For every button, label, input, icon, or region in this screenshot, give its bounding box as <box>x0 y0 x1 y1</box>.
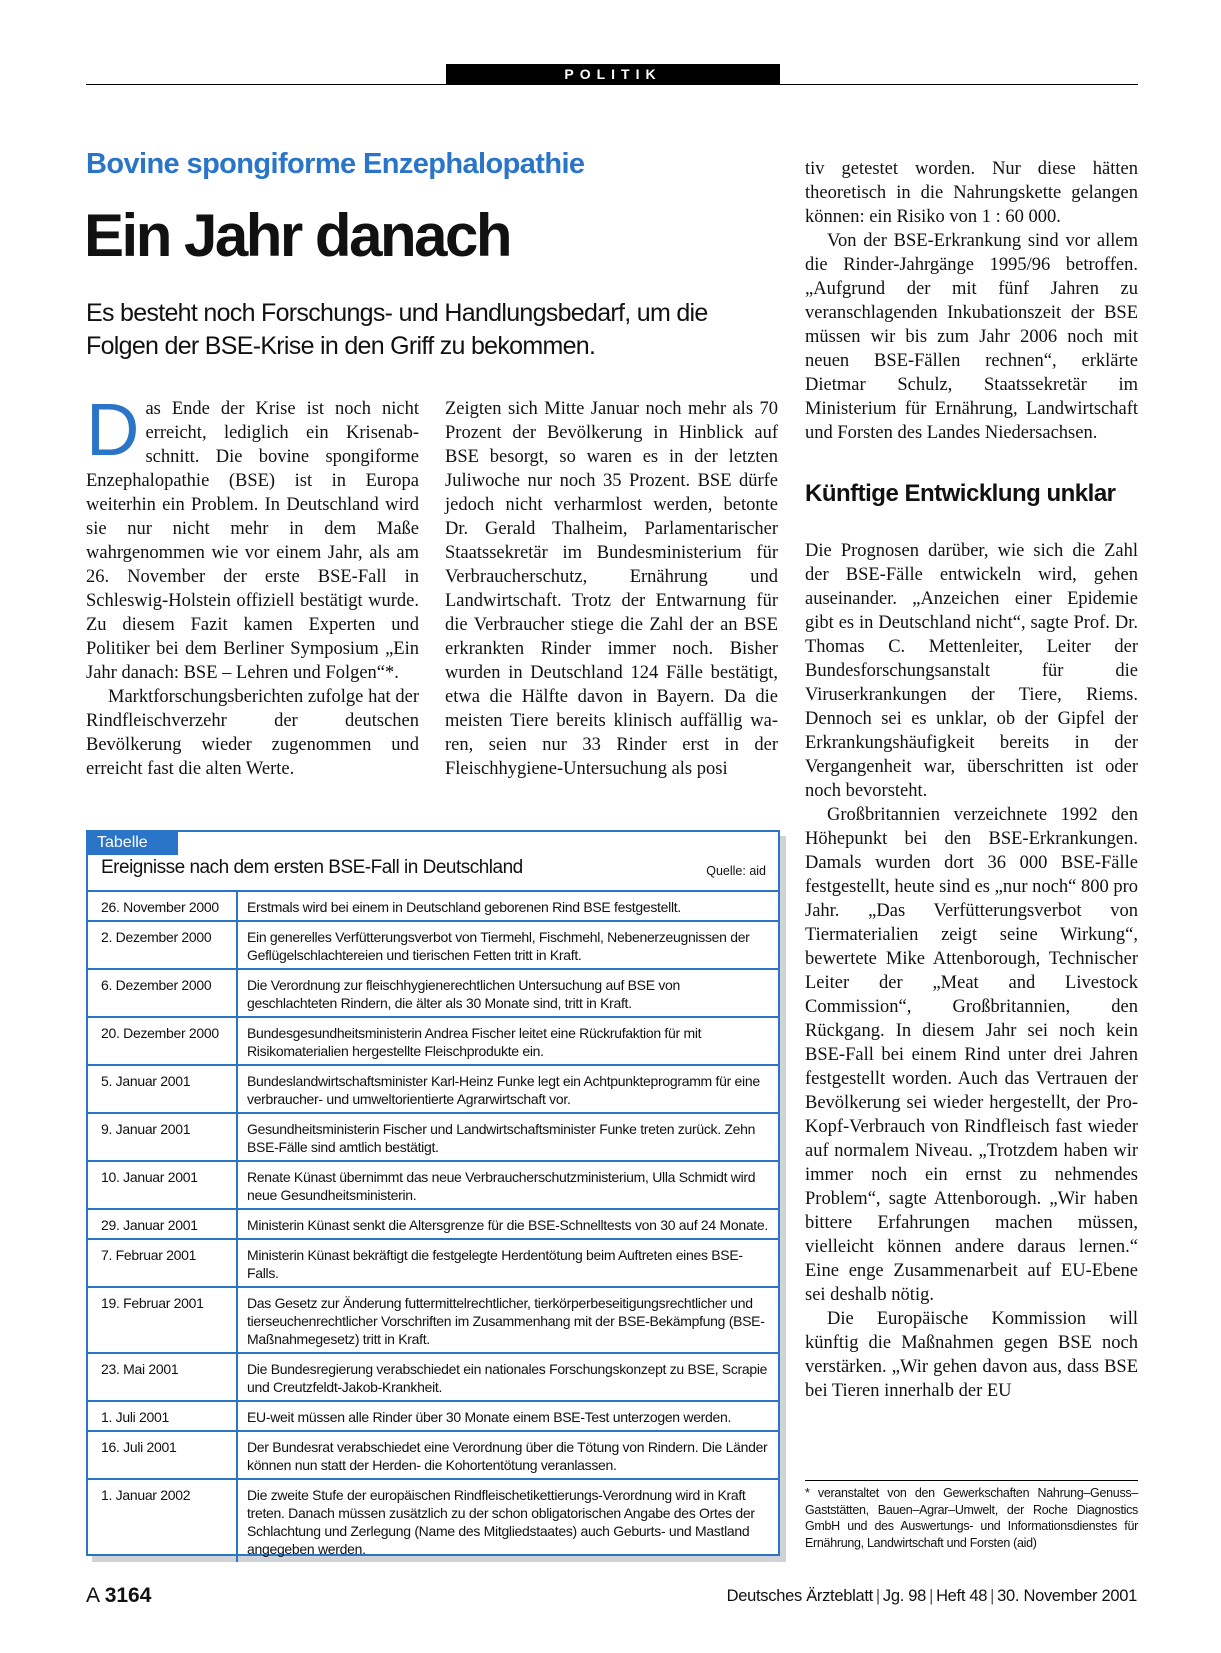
paragraph <box>86 388 419 685</box>
section-subheading: Künftige Entwicklung unklar <box>805 480 1116 507</box>
row-date: 1. Juli 2001 <box>88 1402 238 1430</box>
table-row <box>88 1402 778 1432</box>
row-text: Gesundheitsministerin Fischer und Landwirtschaftsminister Funke treten zurück. Zehn BSE-Fälle sind amtlich bestätigt. <box>247 1121 756 1155</box>
row-text: Der Bundesrat verabschiedet eine Verordnung über die Tötung von Rindern. Die Länder können nun statt der Herden- die Kohortentötung veranlassen. <box>247 1439 768 1473</box>
row-text: Die Verordnung zur fleischhygienerechtlichen Untersuchung auf BSE von geschlachteten Rindern, die älter als 30 Monate sind, tritt in Kraft. <box>247 977 681 1011</box>
table-row <box>88 1210 778 1240</box>
row-date: 1. Januar 2002 <box>88 1480 238 1562</box>
section-label: POLITIK <box>446 64 780 84</box>
row-text: Ministerin Künast bekräftigt die festgelegte Herdentötung beim Auftreten eines BSE-Falls. <box>247 1247 743 1281</box>
table-label: Tabelle <box>86 830 178 855</box>
row-date: 7. Februar 2001 <box>88 1240 238 1286</box>
row-date: 6. Dezember 2000 <box>88 970 238 1016</box>
table-row <box>88 1066 778 1114</box>
article-headline: Ein Jahr danach <box>84 202 510 269</box>
table-row <box>88 1354 778 1402</box>
paragraph-text: as Ende der Krise ist noch nicht erreicht, lediglich ein Krisenabschnitt. Die bovine spongiforme Enzephalopathie (BSE) ist in Europa weiterhin ein Problem. In Deutschland wird sie nur nicht mehr in dem Maße wahrgenommen wie vor einem Jahr, als am 26. November der erste BSE-Fall in Schleswig-Holstein offiziell bestätigt wurde. Zu diesem Fazit kamen Experten und Politiker bei dem Berliner Symposium „Ein Jahr danach: BSE – Lehren und Folgen“*. <box>86 399 419 683</box>
page-prefix: A <box>86 1584 99 1607</box>
journal-volume: Jg. 98 <box>882 1587 927 1605</box>
paragraph: Zeigten sich Mitte Januar noch mehr als 70 Prozent der Bevölkerung in Hinblick auf BSE besorgt, so waren es in der letzten Juliwoche nur noch 35 Prozent. BSE dürfe jedoch nicht verharmlost werden, betonte Dr. Gerald Thalheim, Parlamentarischer Staatssekretär im Bundesministerium für Verbraucherschutz, Ernährung und Landwirtschaft. Trotz der Entwarnung für die Verbraucher stiege die Zahl der an BSE erkrankten Rinder immer noch. Bisher wurden in Deutschland 124 Fälle bestätigt, etwa die Hälfte davon in Bayern. Da die meisten Tiere bereits klinisch auffällig waren, seien nur 33 Rinder erst in der Fleischhygiene-Untersuchung als posi <box>445 399 778 779</box>
paragraph: tiv getestet worden. Nur diese hätten theoretisch in die Nahrungskette gelangen können: ein Risiko von 1 : 60 000. <box>805 159 1138 227</box>
table-row <box>88 922 778 970</box>
row-date: 29. Januar 2001 <box>88 1210 238 1238</box>
table-row <box>88 892 778 922</box>
table-title: Ereignisse nach dem ersten BSE-Fall in Deutschland <box>101 857 523 878</box>
row-text: Die Bundesregierung verabschiedet ein nationales Forschungskonzept zu BSE, Scrapie und Creutzfeldt-Jakob-Krankheit. <box>247 1361 768 1395</box>
table-row <box>88 1432 778 1480</box>
paragraph: Marktforschungsberichten zufolge hat der Rindfleischverzehr der deutschen Bevölkerung wieder zugenommen und erreicht fast die alten Werte. <box>86 687 419 779</box>
row-text: Ein generelles Verfütterungsverbot von Tiermehl, Fischmehl, Nebenerzeugnissen der Geflügelschlachtereien und tierischen Fetten tritt in Kraft. <box>247 929 750 963</box>
drop-cap: D <box>86 388 140 471</box>
row-date: 26. November 2000 <box>88 892 238 920</box>
table-row <box>88 1114 778 1162</box>
table-row <box>88 1480 778 1562</box>
paragraph: Die Europäische Kommission will künftig die Maßnahmen gegen BSE noch verstärken. „Wir gehen davon aus, dass BSE bei Tieren innerhalb der EU <box>805 1309 1138 1401</box>
journal-issue: Heft 48 <box>936 1587 988 1605</box>
footnote: * veranstaltet von den Gewerkschaften Nahrung–Genuss–Gaststätten, Bauen–Agrar–Umwelt, der Roche Diagnostics GmbH und des Auswertungs- und Informationsdienstes für Ernährung, Landwirtschaft und Forsten (aid) <box>805 1486 1138 1550</box>
separator: | <box>875 1587 880 1605</box>
row-text: Ministerin Künast senkt die Altersgrenze für die BSE-Schnelltests von 30 auf 24 Monate. <box>247 1217 768 1233</box>
header-rule <box>86 84 1138 85</box>
table-row <box>88 1018 778 1066</box>
table-row <box>88 1162 778 1210</box>
article-deck: Es besteht noch Forschungs- und Handlungsbedarf, um die Folgen der BSE-Krise in den Griff zu bekommen. <box>86 299 708 360</box>
article-column-2 <box>445 397 778 781</box>
row-date: 16. Juli 2001 <box>88 1432 238 1478</box>
row-text: EU-weit müssen alle Rinder über 30 Monate einem BSE-Test unterzogen werden. <box>247 1409 732 1425</box>
table-row <box>88 970 778 1018</box>
row-text: Bundesgesundheitsministerin Andrea Fischer leitet eine Rückrufaktion für mit Risikomaterialien hergestellte Fleischprodukte ein. <box>247 1025 702 1059</box>
article-column-1 <box>86 388 419 781</box>
table-row <box>88 1288 778 1354</box>
journal-date: 30. November 2001 <box>997 1587 1137 1605</box>
row-date: 20. Dezember 2000 <box>88 1018 238 1064</box>
events-table <box>86 830 780 1556</box>
table-row <box>88 1240 778 1288</box>
row-text: Erstmals wird bei einem in Deutschland geborenen Rind BSE festgestellt. <box>247 899 681 915</box>
journal-footer <box>727 1587 1137 1606</box>
article-kicker: Bovine spongiforme Enzephalopathie <box>86 148 585 180</box>
table-rows <box>88 890 778 1562</box>
journal-name: Deutsches Ärzteblatt <box>726 1587 873 1605</box>
article-column-3 <box>805 157 1138 1403</box>
row-date: 5. Januar 2001 <box>88 1066 238 1112</box>
row-text: Das Gesetz zur Änderung futtermittelrechtlicher, tierkörperbeseitigungsrechtlicher und tierseuchenrechtlicher Vorschriften im Zusammenhang mit der BSE-Bekämpfung (BSE-Maßnahmegesetz) tritt in Kraft. <box>247 1295 765 1347</box>
separator: | <box>990 1587 995 1605</box>
row-date: 19. Februar 2001 <box>88 1288 238 1352</box>
table-source: Quelle: aid <box>706 864 766 878</box>
footnote-rule <box>805 1480 1138 1481</box>
page-number-value: 3164 <box>104 1584 152 1607</box>
row-text: Renate Künast übernimmt das neue Verbraucherschutzministerium, Ulla Schmidt wird neue Gesundheitsministerin. <box>247 1169 756 1203</box>
paragraph: Von der BSE-Erkrankung sind vor allem die Rinder-Jahrgänge 1995/96 betroffen. „Aufgrund der mit fünf Jahren zu veranschlagenden Inkubationszeit der BSE müssen wir bis zum Jahr 2006 noch mit neuen BSE-Fällen rechnen“, erklärte Dietmar Schulz, Staatssekretär im Ministerium für Ernährung, Landwirtschaft und Forsten des Landes Niedersachsen. <box>805 231 1138 443</box>
separator: | <box>929 1587 934 1605</box>
row-text: Die zweite Stufe der europäischen Rindfleischetikettierungs-Verordnung wird in Kraft treten. Danach müssen zusätzlich zu der schon obligatorischen Angabe des Ortes der Schlachtung und Zerlegung (Name des Mitgliedstaates) auch Geburts- und Mastland angegeben werden. <box>247 1487 755 1557</box>
row-text: Bundeslandwirtschaftsminister Karl-Heinz Funke legt ein Achtpunkteprogramm für eine verbraucher- und umweltorientierte Agrarwirtschaft vor. <box>247 1073 760 1107</box>
paragraph: Die Prognosen darüber, wie sich die Zahl der BSE-Fälle entwickeln wird, gehen auseinander. „Anzeichen einer Epidemie gibt es in Deutschland nicht“, sagte Prof. Dr. Thomas C. Mettenleiter, Leiter der Bundesforschungsanstalt für die Viruserkrankungen der Tiere, Riems. Dennoch sei es unklar, ob der Gipfel der Erkrankungshäufigkeit bereits in der Vergangenheit war, überschritten ist oder noch bevorsteht. <box>805 541 1138 801</box>
row-date: 9. Januar 2001 <box>88 1114 238 1160</box>
page-number <box>86 1584 151 1608</box>
row-date: 10. Januar 2001 <box>88 1162 238 1208</box>
row-date: 23. Mai 2001 <box>88 1354 238 1400</box>
paragraph: Großbritannien verzeichnete 1992 den Höhepunkt bei den BSE-Erkrankungen. Damals wurden dort 36 000 BSE-Fälle festgestellt, heute sind es „nur noch“ 800 pro Jahr. „Das Verfütterungsverbot von Tiermaterialien zeigt seine Wirkung“, bewertete Mike Attenborough, Technischer Leiter der „Meat and Livestock Commission“, Großbritannien, den Rückgang. In diesem Jahr sei noch kein BSE-Fall bei einem Rind unter drei Jahren festgestellt worden. Auch das Vertrauen der Bevölkerung sei wieder hergestellt, der Pro-Kopf-Verbrauch von Rindfleisch fast wieder auf normalem Niveau. „Trotzdem haben wir immer noch ein ernst zu nehmendes Problem“, sagte Attenborough. „Wir haben bittere Erfahrungen machen müssen, vielleicht können andere daraus lernen.“ Eine enge Zusammenarbeit auf EU-Ebene sei deshalb nötig. <box>805 805 1138 1305</box>
row-date: 2. Dezember 2000 <box>88 922 238 968</box>
